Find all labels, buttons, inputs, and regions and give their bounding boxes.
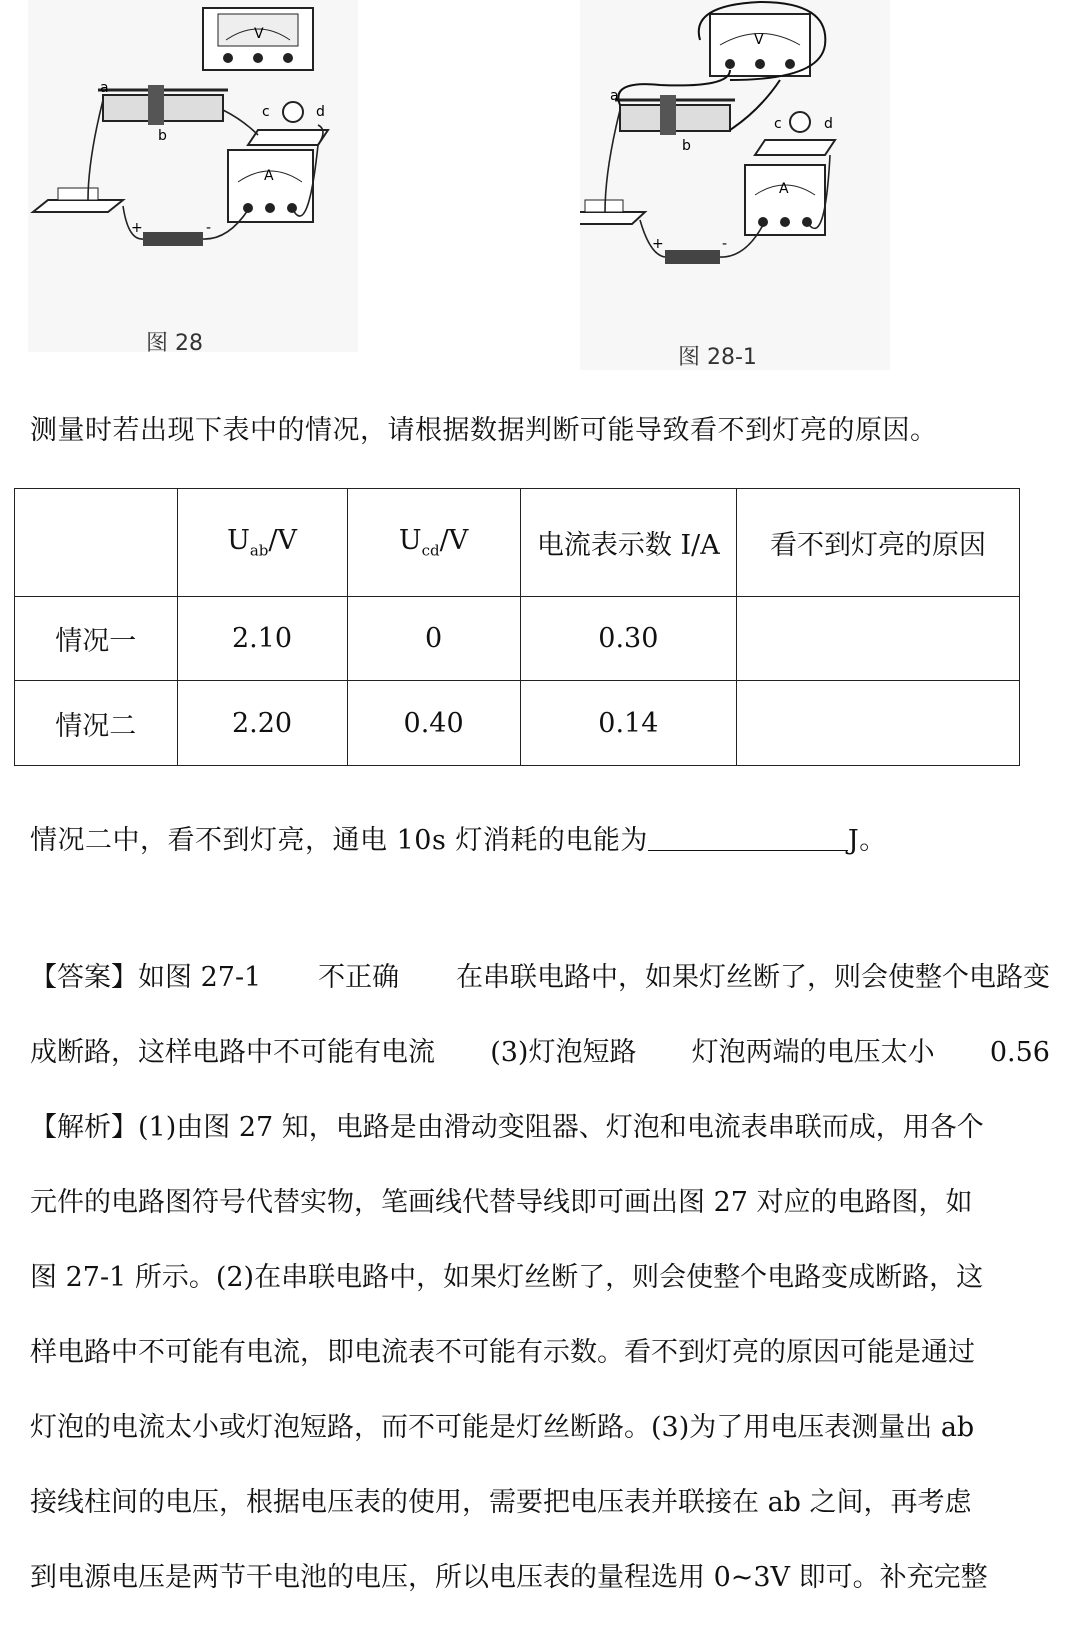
switch [580,200,645,224]
rheostat [615,95,735,135]
switch [33,188,123,212]
svg-text:V: V [754,32,764,48]
label-minus: - [722,236,728,252]
label-d: d [316,104,325,120]
row-label: 情况二 [15,681,178,766]
svg-text:A: A [779,181,789,197]
ammeter [228,150,313,222]
added-wire-b [730,80,780,130]
battery [143,232,203,246]
rheostat [98,85,228,125]
row-label: 情况一 [15,596,178,681]
table-row [15,596,1020,681]
header-current: 电流表示数 I/A [520,489,736,597]
lamp-holder [755,112,835,155]
voltmeter [710,14,810,76]
label-b: b [682,138,691,154]
circuit-figure-28-1 [580,0,890,370]
table-prompt: 测量时若出现下表中的情况，请根据数据判断可能导致看不到灯亮的原因。 [30,415,938,446]
cell-current: 0.30 [520,596,736,681]
circuit-figure-28 [28,0,358,352]
label-c: c [262,104,270,120]
label-plus: + [652,236,664,252]
figure-28-caption: 图 28 [146,331,203,356]
cell-reason-blank[interactable] [737,681,1020,766]
answer-line: 【答案】如图 27-1 不正确 在串联电路中，如果灯丝断了，则会使整个电路变 [30,962,1050,993]
circuit-diagram [28,0,358,352]
answer-line: 成断路，这样电路中不可能有电流 (3)灯泡短路 灯泡两端的电压太小 0.56 [30,1037,1050,1068]
header-reason: 看不到灯亮的原因 [737,489,1020,597]
question-text: 情况二中，看不到灯亮，通电 10s 灯消耗的电能为 [30,825,648,856]
analysis-line: 图 27-1 所示。(2)在串联电路中，如果灯丝断了，则会使整个电路变成断路，这 [30,1262,984,1293]
label-a: a [610,88,619,104]
header-uab: $U_{ab}/V$ [177,489,347,597]
label-b: b [158,128,167,144]
figure-28-1-caption: 图 28-1 [678,345,757,370]
table-row [15,681,1020,766]
question-unit: J。 [847,825,887,856]
measurement-table [14,488,1020,766]
analysis-line: 灯泡的电流太小或灯泡短路，而不可能是灯丝断路。(3)为了用电压表测量出 ab [30,1412,975,1443]
energy-question [30,818,887,857]
cell-ucd: 0 [347,596,520,681]
header-empty [15,489,178,597]
analysis-line: 接线柱间的电压，根据电压表的使用，需要把电压表并联接在 ab 之间，再考虑 [30,1487,972,1518]
header-ucd: $U_{cd}/V$ [347,489,520,597]
voltmeter [203,8,313,70]
cell-current: 0.14 [520,681,736,766]
label-d: d [824,116,833,132]
circuit-diagram-answer [580,0,890,370]
label-c: c [774,116,782,132]
analysis-line: 到电源电压是两节干电池的电压，所以电压表的量程选用 0~3V 即可。补充完整 [30,1562,988,1593]
answer-explanation [30,940,1050,1615]
cell-reason-blank[interactable] [737,596,1020,681]
cell-uab: 2.10 [177,596,347,681]
svg-text:V: V [254,26,264,42]
cell-ucd: 0.40 [347,681,520,766]
cell-uab: 2.20 [177,681,347,766]
analysis-line: 元件的电路图符号代替实物，笔画线代替导线即可画出图 27 对应的电路图，如 [30,1187,973,1218]
label-a: a [100,80,109,96]
answer-blank[interactable] [648,826,848,851]
ammeter [745,165,825,235]
svg-text:A: A [264,168,274,184]
analysis-line: 样电路中不可能有电流，即电流表不可能有示数。看不到灯亮的原因可能是通过 [30,1337,975,1368]
table-header-row [15,489,1020,597]
label-plus: + [131,220,143,236]
battery [665,250,720,264]
analysis-line: 【解析】(1)由图 27 知，电路是由滑动变阻器、灯泡和电流表串联而成，用各个 [30,1112,984,1143]
label-minus: - [206,220,212,236]
